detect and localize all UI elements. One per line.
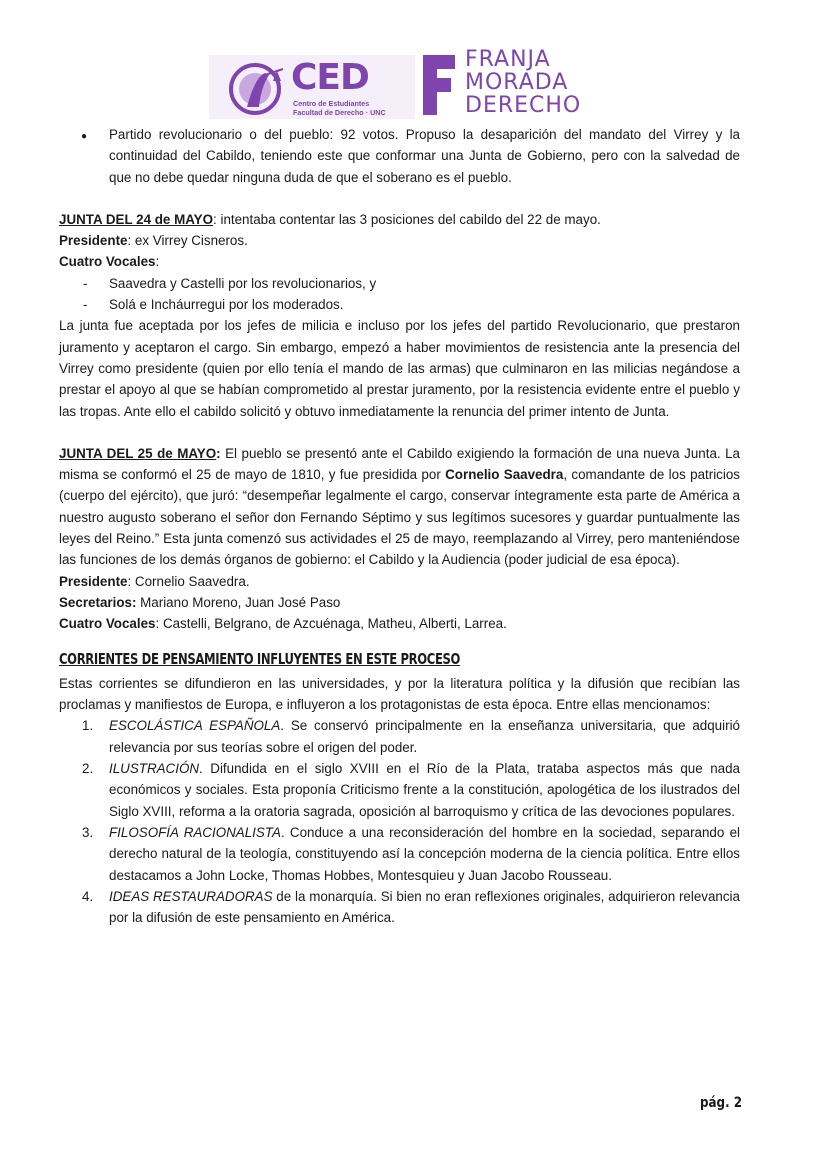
bullet-text: Partido revolucionario o del pueblo: 92 votos. Propuso la desaparición del mandato del Virrey y la continuidad del Cabildo, teniendo este que conformar una Junta de Gobierno, pero con la salvedad de que no debe quedar ninguna duda de que el soberano es el pueblo. (109, 127, 740, 185)
section-intro: Estas corrientes se difundieron en las universidades, y por la literatura política y la difusión que recibían las proclamas y manifiestos de Europa, e influyeron a los protagonistas de esta época. Entre ellas mencionamos: (59, 675, 740, 713)
junta25-president: Presidente: Cornelio Saavedra. (59, 573, 250, 589)
junta25-vocales: Cuatro Vocales: Castelli, Belgrano, de Azcuénaga, Matheu, Alberti, Larrea. (59, 616, 507, 632)
page-number: pág. 2 (700, 1095, 743, 1111)
junta24-heading-line: JUNTA DEL 24 de MAYO: intentaba contentar las 3 posiciones del cabildo del 22 de mayo. (59, 211, 601, 227)
bullet-icon (59, 124, 109, 188)
junta25-heading: JUNTA DEL 25 de MAYO (59, 445, 217, 461)
list-item: 1. ESCOLÁSTICA ESPAÑOLA. Se conservó principalmente en la enseñanza universitaria, que adquirió relevancia por sus teorías sobre el origen del poder. (82, 718, 740, 755)
franja-morada-f-icon (420, 52, 458, 118)
justice-figure-icon (225, 57, 289, 117)
list-item: 4. IDEAS RESTAURADORAS de la monarquía. Si bien no eran reflexiones originales, adquirieron relevancia por la difusión de este pensamiento en América. (82, 888, 740, 926)
list-item: 3. FILOSOFÍA RACIONALISTA. Conduce a una reconsideración del hombre en la sociedad, separando el derecho natural de la teología, constituyendo así la concepción moderna de la ciencia política. Entre ellos destacamos a John Locke, Thomas Hobbes, Montesquieu y Juan Jacobo Rousseau. (82, 824, 741, 883)
bullet-item (59, 124, 740, 188)
corrientes-list (59, 715, 740, 928)
junta24-president: Presidente: ex Virrey Cisneros. (59, 233, 248, 249)
page-header (0, 0, 828, 125)
junta25-secretaries: Secretarios: Mariano Moreno, Juan José Paso (59, 594, 341, 610)
list-item: - Solá e Incháurregui por los moderados. (83, 297, 344, 313)
page-content (59, 124, 740, 928)
list-item: 2. ILUSTRACIÓN. Difundida en el siglo XVIII en el Río de la Plata, trataba aspectos más que nada económicos y sociales. Esta proponía Criticismo frente a la constitución, apologética de los ilustrados del Siglo XVIII, reforma a la oratoria sagrada, oposición al barroquismo y crítica de las devociones populares. (82, 761, 740, 819)
junta24-paragraph: La junta fue aceptada por los jefes de milicia e incluso por los jefes del partido Revolucionario, que prestaron juramento y aceptaron el cargo. Sin embargo, empezó a haber movimientos de resistencia ante la presencia del Virrey como presidente (quien por ello tenía el mando de las armas) que culminaron en las milicias negándose a prestar el apoyo al que se habían comprometido al prestar juramento, por la resistencia evidente entre el pueblo y las tropas. Ante ello el cabildo solicitó y obtuvo inmediatamente la renuncia del primer intento de Junta. (59, 318, 740, 419)
franja-morada-wordmark: FRANJA MORADA DERECHO (465, 47, 582, 118)
junta24-heading: JUNTA DEL 24 de MAYO (59, 211, 214, 227)
ced-subtitle: Centro de Estudiantes Facultad de Derecho · UNC (293, 99, 386, 117)
ced-logo (209, 55, 415, 119)
section-title: CORRIENTES DE PENSAMIENTO INFLUYENTES EN ESTE PROCESO (59, 649, 461, 668)
list-item: - Saavedra y Castelli por los revolucionarios, y (83, 275, 377, 291)
ced-title: CED (291, 57, 369, 98)
junta24-vocales-label: Cuatro Vocales: (59, 254, 160, 270)
junta25-paragraph: JUNTA DEL 25 de MAYO: El pueblo se presentó ante el Cabildo exigiendo la formación de una nueva Junta. La misma se conformó el 25 de mayo de 1810, y fue presidida por Cornelio Saavedra, comandante de los patricios (cuerpo del ejército), que juró: “desempeñar legalmente el cargo, conservar íntegramente esta parte de América a nuestro augusto soberano el señor don Fernando Séptimo y sus legítimos sucesores y guardar puntualmente las leyes del Reino.” Esta junta comenzó sus actividades el 25 de mayo, reemplazando al Virrey, pero manteniéndose las funciones de los demás órganos de gobierno: el Cabildo y la Audiencia (poder judicial de esa época). (59, 445, 741, 568)
